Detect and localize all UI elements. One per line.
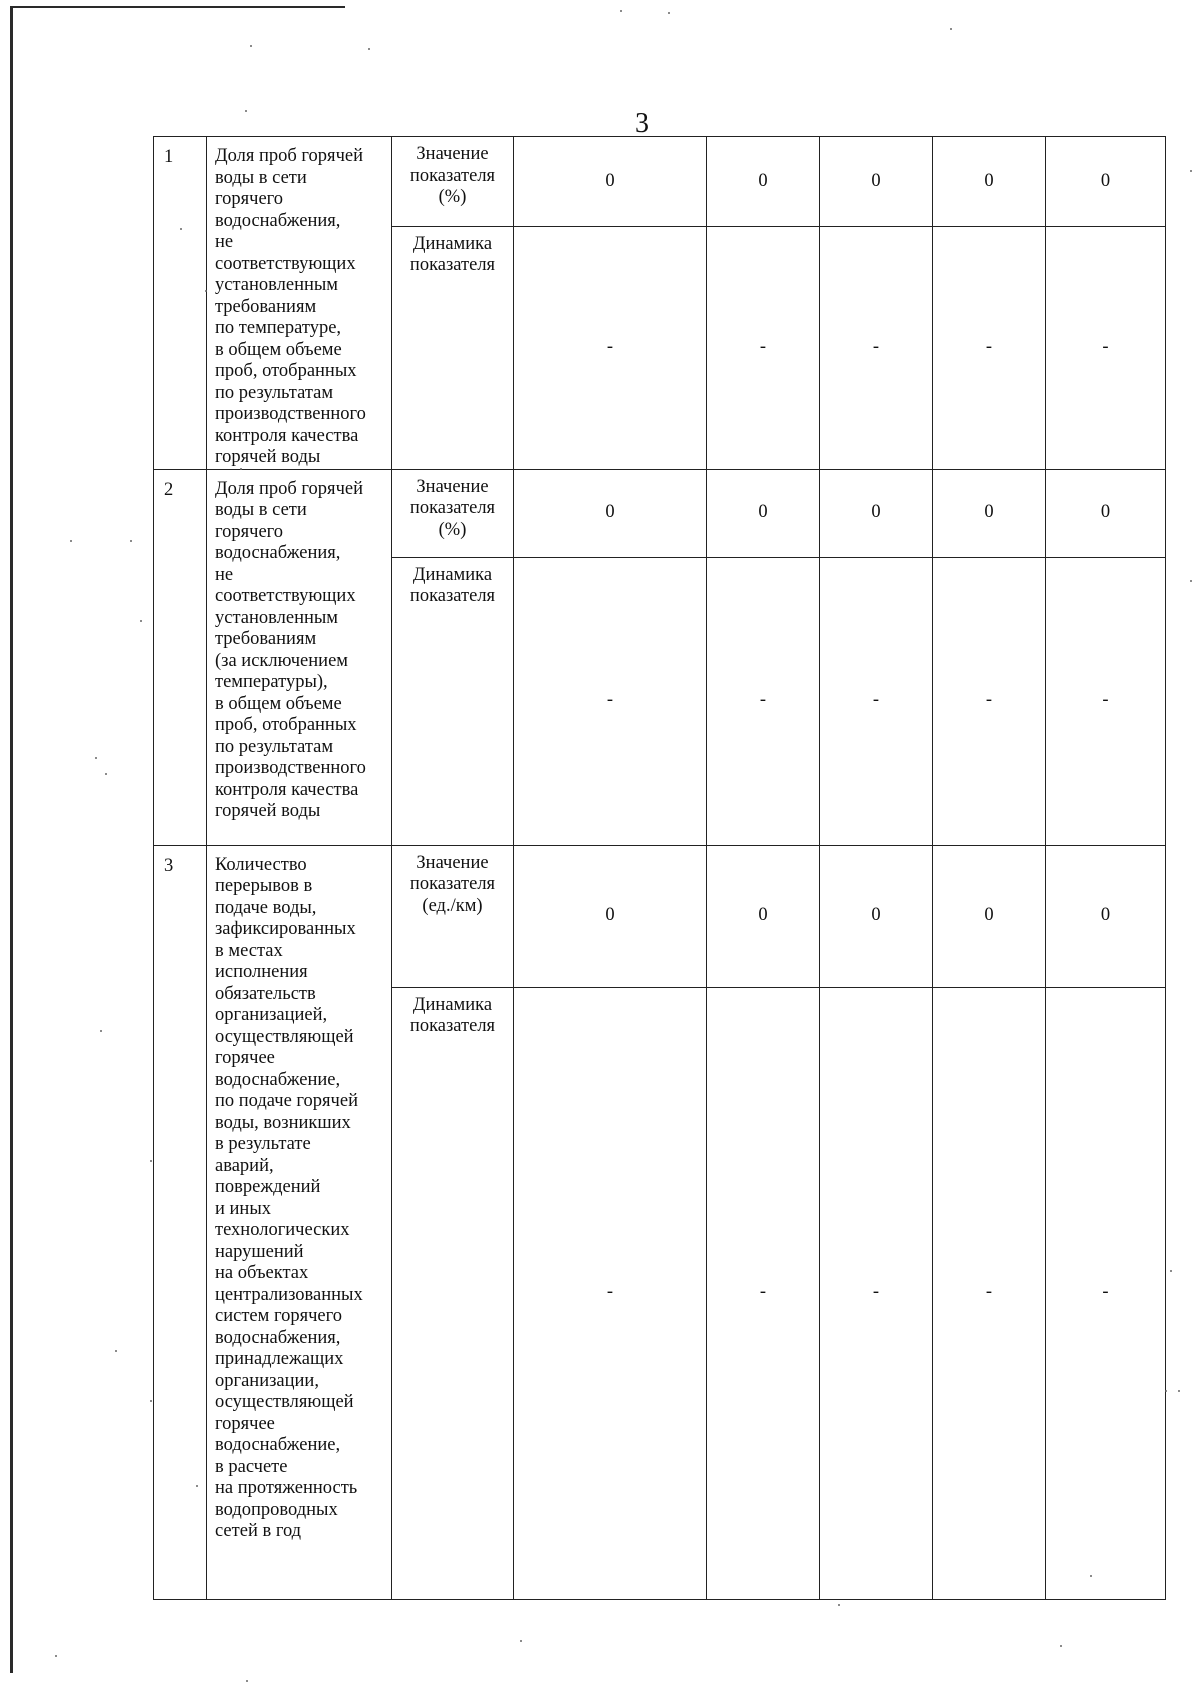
scan-speck — [520, 1640, 522, 1642]
scan-speck — [250, 45, 252, 47]
indicator-row-1-value — [154, 137, 1166, 227]
row-number: 2 — [154, 469, 207, 845]
indicator-name-line: Доля проб горячей — [215, 478, 363, 499]
indicator-name-line: сетей в год — [215, 1521, 302, 1541]
scan-speck — [246, 1680, 248, 1682]
indicator-name-line: водоснабжение, — [215, 1435, 341, 1455]
dynamics-cell: - — [820, 226, 933, 469]
dynamics-label — [392, 557, 514, 845]
dynamics-cell: - — [933, 226, 1046, 469]
dynamics-cell: - — [820, 987, 933, 1599]
indicator-name-line: проб, отобранных — [215, 361, 357, 381]
dynamics-cell: - — [514, 987, 707, 1599]
dynamics-label-line: Динамика — [412, 564, 493, 585]
scan-speck — [1165, 1390, 1167, 1392]
indicator-name-line: аварий, — [215, 1155, 274, 1176]
indicator-name-line: горячего — [215, 521, 284, 542]
dynamics-label-line: Динамика — [412, 233, 493, 254]
indicator-name-line: воды, возникших — [215, 1112, 351, 1133]
indicators-table — [153, 136, 1166, 1600]
indicator-row-3-value — [154, 845, 1166, 987]
indicator-name-line: требованиям — [215, 296, 317, 317]
indicator-name-line: перерывов в — [215, 876, 313, 896]
dynamics-label — [392, 226, 514, 469]
indicator-name-line: организацией, — [215, 1005, 328, 1025]
scan-speck — [95, 757, 97, 759]
dynamics-label-line: показателя — [409, 255, 496, 276]
indicator-name-line: водоснабжение, — [215, 1069, 341, 1090]
dynamics-label-line: показателя — [409, 1016, 496, 1036]
indicator-name-line: по температуре, — [215, 318, 342, 338]
dynamics-label-line: показателя — [409, 586, 496, 606]
value-label-line: Значение — [416, 144, 489, 164]
indicator-name-line: Доля проб горячей — [215, 146, 363, 166]
value-cell: 0 — [514, 469, 707, 557]
scan-speck — [620, 10, 622, 12]
scan-speck — [55, 1655, 57, 1657]
scan-speck — [245, 110, 247, 112]
indicator-name-line: горячей воды — [215, 801, 321, 821]
scan-speck — [240, 468, 242, 470]
indicator-name-line: на объектах — [215, 1263, 309, 1283]
row-number: 3 — [154, 845, 207, 1599]
dynamics-cell: - — [514, 557, 707, 845]
indicator-name-line: воды в сети — [215, 500, 307, 520]
dynamics-cell: - — [933, 557, 1046, 845]
value-label-line: (ед./км) — [422, 895, 483, 916]
indicator-name-line: горячего — [215, 189, 284, 209]
indicator-name-line: производственного — [215, 758, 366, 778]
value-label — [392, 469, 514, 557]
scan-speck — [1090, 1575, 1092, 1577]
value-label — [392, 137, 514, 227]
value-label-line: показателя — [409, 165, 496, 186]
page-number: 3 — [635, 108, 649, 139]
value-label-line: Значение — [416, 476, 489, 497]
indicator-name-line: принадлежащих — [215, 1349, 344, 1369]
value-cell: 0 — [707, 469, 820, 557]
value-cell: 0 — [820, 469, 933, 557]
scan-speck — [1170, 1270, 1172, 1272]
indicator-name-line: по результатам — [215, 382, 334, 403]
scan-speck — [150, 1400, 152, 1402]
value-cell: 0 — [707, 845, 820, 987]
scan-speck — [105, 773, 107, 775]
indicator-name-line: водоснабжения, — [215, 210, 341, 231]
indicator-name-line: водопроводных — [215, 1499, 338, 1520]
indicator-name-line: не — [215, 564, 234, 585]
indicator-row-2-value — [154, 469, 1166, 557]
indicator-name — [207, 137, 392, 470]
dynamics-cell: - — [820, 557, 933, 845]
scan-border-left — [10, 8, 13, 1673]
indicator-name-line: водоснабжения, — [215, 1327, 341, 1348]
value-label-line: показателя — [409, 874, 496, 894]
indicator-name-line: (за исключением — [215, 650, 348, 671]
dynamics-label — [392, 987, 514, 1599]
value-label-line: Значение — [416, 852, 489, 873]
dynamics-cell: - — [933, 987, 1046, 1599]
indicator-name-line: исполнения — [215, 962, 308, 982]
indicator-name-line: горячей воды — [215, 447, 321, 467]
indicator-name-line: в общем объеме — [215, 693, 342, 714]
indicator-name-line: водоснабжения, — [215, 543, 341, 563]
indicator-name-line: по результатам — [215, 736, 334, 757]
scan-speck — [838, 1604, 840, 1606]
indicator-name-line: зафиксированных — [215, 919, 356, 939]
indicator-name-line: соответствующих — [215, 586, 356, 606]
indicator-name-line: производственного — [215, 404, 366, 424]
indicator-name-line: централизованных — [215, 1284, 363, 1305]
scan-speck — [70, 540, 72, 542]
indicator-name-line: в результате — [215, 1134, 311, 1154]
indicator-name-line: нарушений — [215, 1241, 304, 1262]
dynamics-label-line: Динамика — [412, 994, 493, 1015]
scan-speck — [1178, 1390, 1180, 1392]
dynamics-cell: - — [1046, 226, 1166, 469]
scan-border-top — [10, 6, 345, 8]
indicator-name-line: воды в сети — [215, 167, 307, 188]
value-cell: 0 — [514, 845, 707, 987]
scan-speck — [668, 12, 670, 14]
indicator-name-line: в местах — [215, 940, 283, 961]
indicator-name-line: повреждений — [215, 1177, 321, 1197]
value-cell: 0 — [820, 845, 933, 987]
scan-speck — [196, 1485, 198, 1487]
scan-speck — [100, 1030, 102, 1032]
indicator-name-line: Количество — [215, 854, 307, 875]
indicator-name-line: требованиям — [215, 629, 317, 649]
indicator-name-line: подаче воды, — [215, 897, 317, 918]
value-cell: 0 — [820, 137, 933, 227]
indicator-name-line: в общем объеме — [215, 339, 342, 360]
dynamics-cell: - — [707, 557, 820, 845]
indicator-name-line: температуры), — [215, 672, 328, 692]
indicator-name-line: установленным — [215, 607, 339, 628]
scan-speck — [115, 1350, 117, 1352]
indicator-name-line: осуществляющей — [215, 1392, 354, 1412]
indicator-name-line: проб, отобранных — [215, 715, 357, 735]
value-cell: 0 — [933, 845, 1046, 987]
value-label-line: показателя — [409, 498, 496, 518]
indicator-name-line: систем горячего — [215, 1306, 342, 1326]
indicator-name-line: горячее — [215, 1413, 275, 1434]
value-cell: 0 — [1046, 137, 1166, 227]
indicator-name-line: горячее — [215, 1048, 275, 1068]
value-label-line: (%) — [438, 187, 467, 207]
indicator-name-line: в расчете — [215, 1456, 288, 1477]
value-cell: 0 — [1046, 469, 1166, 557]
dynamics-cell: - — [1046, 557, 1166, 845]
indicator-name-line: установленным — [215, 275, 339, 295]
indicator-name-line: не — [215, 232, 234, 252]
indicator-name-line: контроля качества — [215, 779, 359, 800]
indicator-name-line: и иных — [215, 1198, 272, 1219]
scan-speck — [150, 1160, 152, 1162]
value-cell: 0 — [1046, 845, 1166, 987]
indicator-name-line: на протяженность — [215, 1478, 358, 1498]
scan-speck — [1190, 170, 1192, 172]
scan-speck — [1060, 1645, 1062, 1647]
scan-speck — [368, 48, 370, 50]
indicator-name — [207, 469, 392, 845]
indicator-name-line: по подаче горячей — [215, 1091, 358, 1111]
value-cell: 0 — [707, 137, 820, 227]
indicator-name — [207, 845, 392, 1599]
scan-speck — [1190, 580, 1192, 582]
dynamics-cell: - — [1046, 987, 1166, 1599]
indicator-name-line: технологических — [215, 1220, 350, 1240]
dynamics-cell: - — [707, 987, 820, 1599]
indicator-name-line: контроля качества — [215, 425, 359, 446]
scan-speck — [140, 620, 142, 622]
dynamics-cell: - — [707, 226, 820, 469]
indicator-name-line: соответствующих — [215, 253, 356, 274]
scan-speck — [205, 290, 207, 292]
scan-speck — [130, 540, 132, 542]
value-cell: 0 — [933, 137, 1046, 227]
row-number: 1 — [154, 137, 207, 470]
value-label-line: (%) — [438, 519, 467, 540]
value-cell: 0 — [514, 137, 707, 227]
indicator-name-line: обязательств — [215, 983, 316, 1004]
indicator-name-line: осуществляющей — [215, 1026, 354, 1047]
dynamics-cell: - — [514, 226, 707, 469]
scan-speck — [180, 228, 182, 230]
indicator-name-line: организации, — [215, 1370, 319, 1391]
scan-speck — [950, 28, 952, 30]
value-label — [392, 845, 514, 987]
value-cell: 0 — [933, 469, 1046, 557]
